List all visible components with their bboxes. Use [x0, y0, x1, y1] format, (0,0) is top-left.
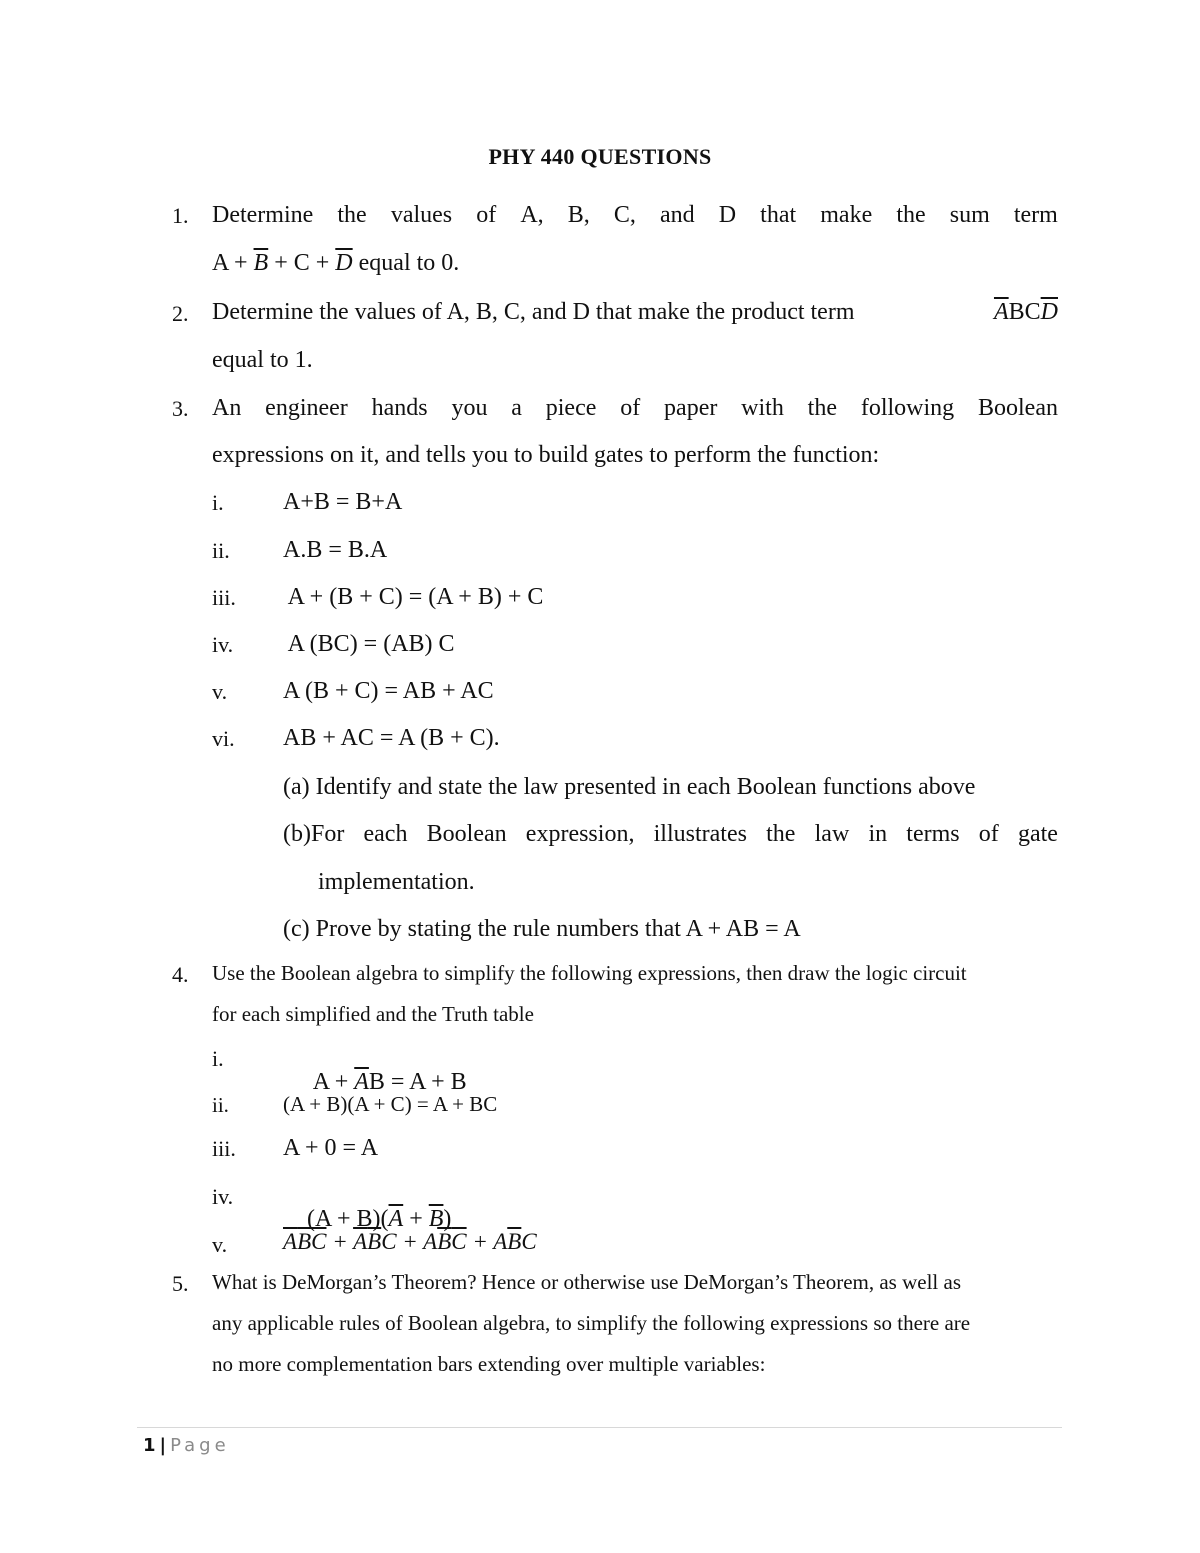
- footer-separator: |: [159, 1435, 167, 1456]
- q3b-word: expression,: [525, 821, 635, 847]
- q3-item-expr: A.B = B.A: [283, 537, 388, 563]
- q3-item-label: i.: [212, 490, 224, 515]
- q3-item-label: v.: [212, 679, 228, 704]
- q3-word: you: [451, 395, 488, 421]
- q3b-word: of: [978, 821, 999, 847]
- q3-item-label: vi.: [212, 726, 235, 751]
- q2-number: 2.: [172, 301, 189, 326]
- q2-line2: equal to 1.: [212, 347, 313, 373]
- footer-divider: [137, 1427, 1062, 1428]
- q3-word: piece: [545, 395, 597, 421]
- q5-line3: no more complementation bars extending over multiple variables:: [212, 1352, 766, 1376]
- q3b-word: (b)For: [283, 821, 345, 847]
- q4-line2: for each simplified and the Truth table: [212, 1002, 534, 1026]
- q3b-word: the: [766, 821, 796, 847]
- page-number: 1: [143, 1435, 156, 1456]
- q3-item-label: ii.: [212, 538, 230, 563]
- q4-expr-part: A +: [312, 1069, 355, 1095]
- q4-item-label: ii.: [212, 1093, 229, 1117]
- q2-text: Determine the values of A, B, C, and D that make the product term: [212, 299, 855, 325]
- q3b-word: illustrates: [653, 821, 747, 847]
- q4-item-ii: (A + B)(A + C) = A + BC: [283, 1092, 498, 1116]
- q3b-word: in: [868, 821, 888, 847]
- q4-item-v: $\overline{A}\overline{B}\overline{C} + \overline{A}\overline{B}C + A\overline{B}\overline{C} + A\overline{B}C$: [283, 1229, 537, 1254]
- q4-item-label: i.: [212, 1046, 224, 1071]
- q1-word: the: [896, 202, 926, 228]
- q4-line1: Use the Boolean algebra to simplify the following expressions, then draw the logic circuit: [212, 961, 967, 985]
- q1-word: D: [718, 202, 737, 228]
- q1-word: values: [390, 202, 453, 228]
- q3-word: following: [860, 395, 955, 421]
- q1-word: the: [337, 202, 367, 228]
- q4-expr-part: +: [403, 1206, 429, 1232]
- q3-part-a: (a) Identify and state the law presented in each Boolean functions above: [283, 774, 976, 800]
- q1-expr-part: A +: [212, 250, 254, 276]
- q5-line1: What is DeMorgan’s Theorem? Hence or otherwise use DeMorgan’s Theorem, as well as: [212, 1270, 961, 1294]
- q2-term-bc: BC: [1008, 299, 1041, 325]
- q3b-word: law: [814, 821, 850, 847]
- q3-item-expr: A+B = B+A: [283, 489, 403, 515]
- q3-part-b: [283, 822, 1058, 846]
- q2-complement-a: $\overline{A}$: [993, 299, 1009, 325]
- q1-word: Determine: [212, 202, 314, 228]
- q3-item-expr: A (BC) = (AB) C: [283, 631, 455, 657]
- q1-word: that: [760, 202, 797, 228]
- q1-word: A,: [520, 202, 544, 228]
- q3b-word: gate: [1017, 821, 1058, 847]
- page-title: PHY 440 QUESTIONS: [488, 144, 712, 169]
- q3-word: a: [511, 395, 522, 421]
- q1-expr-part: equal to 0.: [352, 250, 460, 276]
- q3-item-expr: A (B + C) = AB + AC: [283, 678, 494, 704]
- q5-line2: any applicable rules of Boolean algebra, to simplify the following expressions so there are: [212, 1311, 971, 1335]
- q2-complement-d: $\overline{D}$: [1040, 299, 1058, 325]
- q3-item-expr: AB + AC = A (B + C).: [283, 725, 500, 751]
- q1-complement-b: $\overline{B}$: [253, 250, 269, 276]
- page-footer: [143, 1435, 230, 1456]
- q3-word: paper: [664, 395, 718, 421]
- q3-line1: [212, 396, 1058, 420]
- q3b-word: Boolean: [426, 821, 507, 847]
- q2-line1: [212, 300, 1058, 324]
- q3-word: of: [620, 395, 641, 421]
- q3-word: hands: [371, 395, 428, 421]
- q1-number: 1.: [172, 203, 189, 228]
- q1-word: and: [659, 202, 695, 228]
- q3-word: An: [212, 395, 242, 421]
- q1-expr-part: + C +: [268, 250, 336, 276]
- q4-complement-a: $\overline{A}$: [354, 1069, 369, 1095]
- q3b-word: terms: [906, 821, 960, 847]
- q3-item-expr: A + (B + C) = (A + B) + C: [283, 584, 544, 610]
- q3-word: the: [807, 395, 837, 421]
- q4-expr-part: (A + B)(: [307, 1206, 389, 1232]
- q1-word: make: [820, 202, 873, 228]
- q4-expr-part: ): [443, 1206, 452, 1232]
- q3-word: engineer: [265, 395, 348, 421]
- q4-number: 4.: [172, 962, 189, 987]
- q1-complement-d: $\overline{D}$: [335, 250, 353, 276]
- q4-item-label: iv.: [212, 1184, 234, 1209]
- q1-word: sum: [949, 202, 990, 228]
- q4-complement-b: $\overline{B}$: [428, 1206, 444, 1232]
- q3-item-label: iii.: [212, 585, 236, 610]
- q3-part-b-line2: implementation.: [318, 869, 475, 895]
- q1-word: term: [1013, 202, 1058, 228]
- q4-complement-a: $\overline{A}$: [388, 1206, 404, 1232]
- q1-word: of: [476, 202, 497, 228]
- q4-item-label: v.: [212, 1232, 228, 1257]
- page-label: Page: [170, 1435, 230, 1456]
- q3-line2: expressions on it, and tells you to build gates to perform the function:: [212, 442, 880, 468]
- q1-word: C,: [613, 202, 636, 228]
- q1-word: B,: [567, 202, 590, 228]
- q3-item-label: iv.: [212, 632, 234, 657]
- q1-line2: [212, 251, 459, 275]
- q3-word: Boolean: [977, 395, 1058, 421]
- q4-item-iii: A + 0 = A: [283, 1135, 379, 1161]
- q4-expr-part: B = A + B: [368, 1069, 467, 1095]
- q4-item-label: iii.: [212, 1136, 236, 1161]
- q3b-word: each: [363, 821, 408, 847]
- q1-line1: [212, 203, 1058, 227]
- q5-number: 5.: [172, 1271, 189, 1296]
- q3-part-c: (c) Prove by stating the rule numbers that A + AB = A: [283, 916, 801, 942]
- q3-number: 3.: [172, 396, 189, 421]
- q3-word: with: [741, 395, 784, 421]
